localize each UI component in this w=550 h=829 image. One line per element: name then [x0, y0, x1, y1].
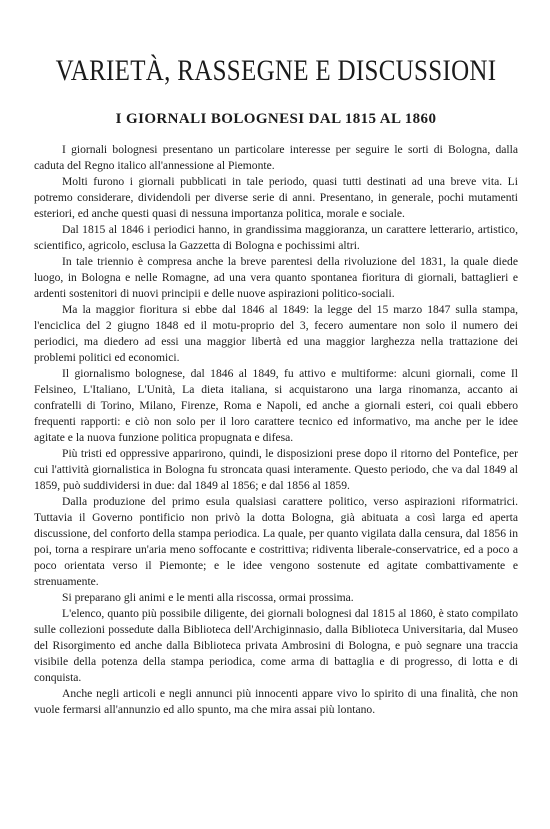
- paragraph: Il giornalismo bolognese, dal 1846 al 1849, fu attivo e multiforme: alcuni giornali, come Il Felsineo, L'Italiano, L'Unità, La dieta italiana, si acquistarono una larga rinomanza, accanto ai confratelli di Torino, Milano, Firenze, Roma e Napoli, ed anche a giornali esteri, coi quali ebbero frequenti rapporti: e ciò non solo per il loro carattere tecnico ed informativo, ma anche per le idee agitate e la nuova funzione politica propugnata e difesa.: [34, 367, 518, 444]
- article-body: [34, 142, 518, 718]
- paragraph: I giornali bolognesi presentano un particolare interesse per seguire le sorti di Bologna, dalla caduta del Regno italico all'annessione al Piemonte.: [34, 143, 518, 172]
- paragraph: Più tristi ed oppressive apparirono, quindi, le disposizioni prese dopo il ritorno del Pontefice, per cui l'attività giornalistica in Bologna fu stroncata quasi interamente. Questo periodo, che va dal 1849 al 1859, può suddividersi in due: dal 1849 al 1856; e dal 1856 al 1859.: [34, 447, 518, 492]
- paragraph: Molti furono i giornali pubblicati in tale periodo, quasi tutti destinati ad una breve vita. Li potremo considerare, dividendoli per diverse serie di anni. Presentano, in generale, pochi mutamenti esteriori, ed anche questi quasi di nessuna importanza politica, morale e sociale.: [34, 175, 518, 220]
- paragraph: Anche negli articoli e negli annunci più innocenti appare vivo lo spirito di una finalità, che non vuole fermarsi all'annunzio ed allo spunto, ma che mira assai più lontano.: [34, 687, 518, 716]
- paragraph: Dalla produzione del primo esula qualsiasi carattere politico, verso aspirazioni riformatrici. Tuttavia il Governo pontificio non privò la dotta Bologna, già abituata a così larga ed aperta discussione, del conforto della stampa periodica. La quale, per quanto vigilata dalla censura, dal 1856 in poi, torna a respirare un'aria meno soffocante e costrittiva; ridiventa liberale-conservatrice, ed a poco a poco orientata verso il Piemonte; e le idee vengono sostenute ed agitate combattivamente e strenuamente.: [34, 495, 518, 588]
- paragraph: L'elenco, quanto più possibile diligente, dei giornali bolognesi dal 1815 al 1860, è stato compilato sulle collezioni possedute dalla Biblioteca dell'Archiginnasio, dalla Biblioteca Universitaria, dal Museo del Risorgimento ed anche dalla Biblioteca privata Ambrosini di Bologna, e può segnare una traccia visibile della potenza della stampa periodica, come arma di battaglia e di progresso, di lotta e di conquista.: [34, 607, 518, 684]
- paragraph: In tale triennio è compresa anche la breve parentesi della rivoluzione del 1831, la quale diede luogo, in Bologna e nelle Romagne, ad una vera quanto spontanea fioritura di giornali, battaglieri e ardenti sostenitori di nuovi principii e delle nuove aspirazioni politico-sociali.: [34, 255, 518, 300]
- paragraph: Si preparano gli animi e le menti alla riscossa, ormai prossima.: [62, 591, 354, 604]
- article-title: I GIORNALI BOLOGNESI DAL 1815 AL 1860: [115, 111, 437, 127]
- paragraph: Dal 1815 al 1846 i periodici hanno, in grandissima maggioranza, un carattere letterario, artistico, scientifico, agricolo, esclusa la Gazzetta di Bologna e pochissimi altri.: [34, 223, 518, 252]
- paragraph: Ma la maggior fioritura si ebbe dal 1846 al 1849: la legge del 15 marzo 1847 sulla stampa, l'enciclica del 2 giugno 1848 ed il motu-proprio del 3, fecero aumentare non solo il numero dei periodici, ma diedero ad essi una maggior libertà ed una maggior larghezza nella trattazione dei problemi politici ed economici.: [34, 303, 518, 364]
- section-header: VARIETÀ, RASSEGNE E DISCUSSIONI: [55, 55, 497, 87]
